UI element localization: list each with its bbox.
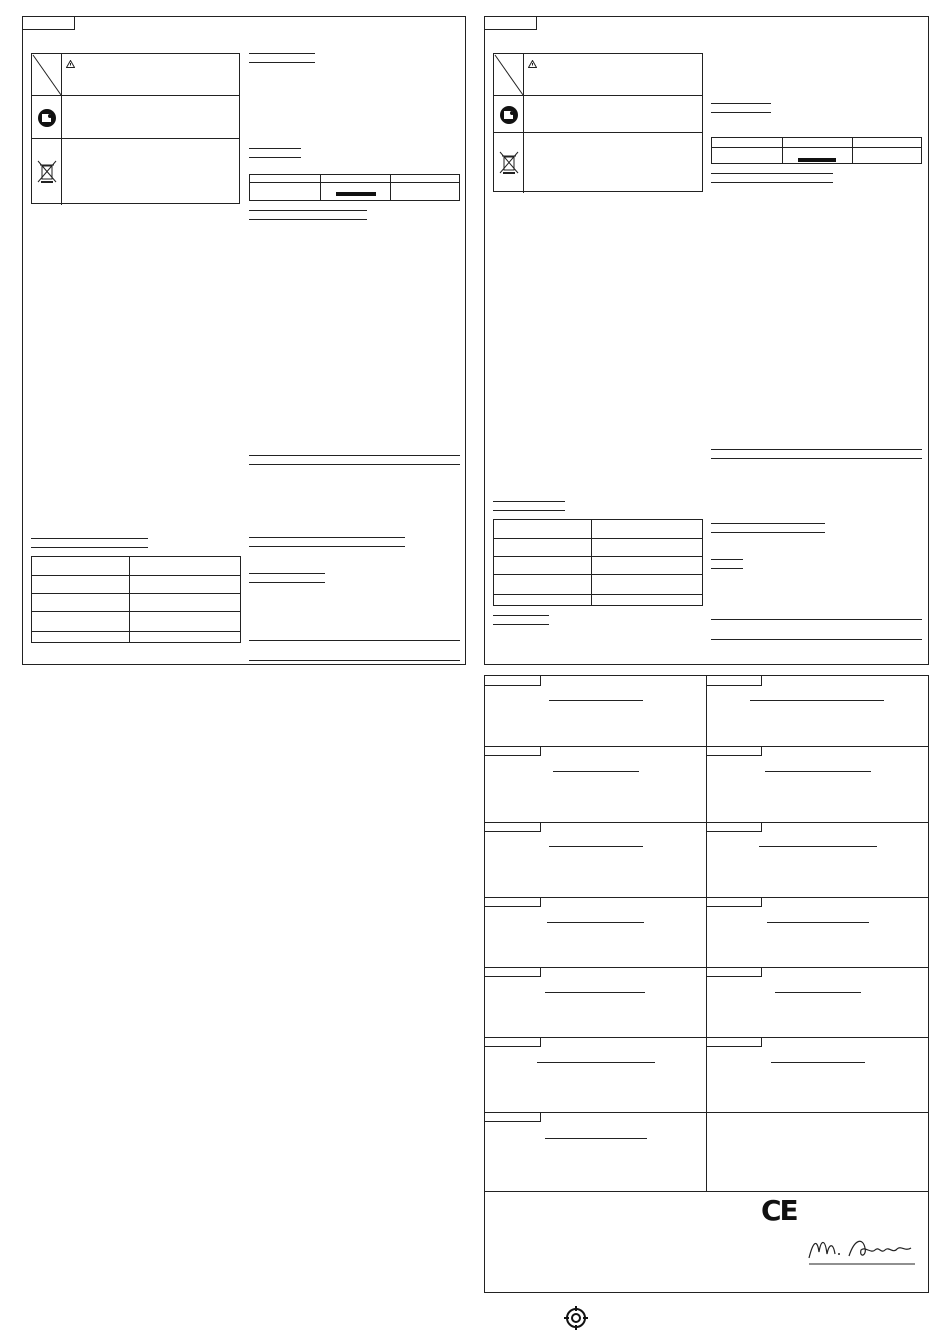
cell-title-rule xyxy=(545,992,645,993)
heading-rule xyxy=(31,538,148,548)
manual-cell xyxy=(32,96,62,139)
diagonal-cell xyxy=(32,54,62,96)
ce-mark: CE xyxy=(761,1194,797,1227)
spec-bar xyxy=(336,192,376,196)
read-manual-icon xyxy=(499,105,519,125)
row-warning xyxy=(494,54,702,96)
crossed-bin-icon xyxy=(499,151,519,175)
crossed-bin-icon xyxy=(37,160,57,184)
row-warning xyxy=(32,54,239,96)
cell-tab xyxy=(485,897,541,907)
section-rule xyxy=(249,640,460,641)
cell-tab xyxy=(485,967,541,977)
section-rule xyxy=(711,619,922,620)
row-weee xyxy=(32,139,239,205)
bottom-table xyxy=(493,519,703,606)
target-mark-icon xyxy=(564,1306,588,1330)
cell-tab xyxy=(485,1112,541,1122)
cell-title-rule xyxy=(549,700,643,701)
left-panel xyxy=(22,16,466,665)
heading-rule xyxy=(249,148,301,158)
weee-cell xyxy=(494,133,524,193)
section-rule xyxy=(249,660,460,661)
cell-title-rule xyxy=(765,771,871,772)
diagonal-cell xyxy=(494,54,524,96)
weee-cell xyxy=(32,139,62,205)
cell-tab xyxy=(706,967,762,977)
heading-rule xyxy=(711,523,825,533)
cell-title-rule xyxy=(547,922,644,923)
row-manual xyxy=(32,96,239,139)
cell-title-rule xyxy=(775,992,861,993)
row-weee xyxy=(494,133,702,193)
heading-rule xyxy=(711,103,771,113)
right-panel-tab xyxy=(485,17,537,30)
heading-rule xyxy=(711,449,922,459)
cell-title-rule xyxy=(545,1138,647,1139)
cell-title-rule xyxy=(537,1062,655,1063)
heading-rule xyxy=(249,210,367,220)
heading-rule xyxy=(711,559,743,569)
heading-rule xyxy=(249,537,405,547)
manual-cell xyxy=(494,96,524,133)
heading-rule xyxy=(249,573,325,583)
warning-triangle-icon xyxy=(528,60,537,68)
row-manual xyxy=(494,96,702,133)
read-manual-icon xyxy=(37,108,57,128)
left-panel-tab xyxy=(23,17,75,30)
heading-rule xyxy=(711,173,833,183)
right-symbol-table xyxy=(493,53,703,192)
cell-title-rule xyxy=(549,846,643,847)
left-symbol-table xyxy=(31,53,240,204)
heading-rule xyxy=(493,501,565,511)
cell-tab xyxy=(706,746,762,756)
right-panel xyxy=(484,16,929,665)
cell-tab xyxy=(706,1037,762,1047)
cell-tab xyxy=(485,676,541,686)
bottom-table xyxy=(31,556,241,643)
cell-title-rule xyxy=(767,922,869,923)
heading-rule xyxy=(249,455,460,465)
cell-tab xyxy=(706,822,762,832)
heading-rule xyxy=(249,53,315,63)
cell-title-rule xyxy=(771,1062,865,1063)
heading-rule xyxy=(493,615,549,625)
diagonal-line-icon xyxy=(494,54,523,96)
language-grid xyxy=(484,675,929,1293)
cell-tab xyxy=(485,746,541,756)
cell-tab xyxy=(485,1037,541,1047)
spec-table xyxy=(249,174,460,201)
signature-image xyxy=(805,1232,917,1268)
section-rule xyxy=(711,639,922,640)
cell-tab xyxy=(706,676,762,686)
cell-tab xyxy=(485,822,541,832)
warning-triangle-icon xyxy=(66,60,75,68)
cell-title-rule xyxy=(759,846,877,847)
spec-table xyxy=(711,137,922,164)
cell-title-rule xyxy=(553,771,639,772)
cell-title-rule xyxy=(750,700,884,701)
diagonal-line-icon xyxy=(32,54,61,96)
spec-bar xyxy=(798,158,836,162)
cell-tab xyxy=(706,897,762,907)
